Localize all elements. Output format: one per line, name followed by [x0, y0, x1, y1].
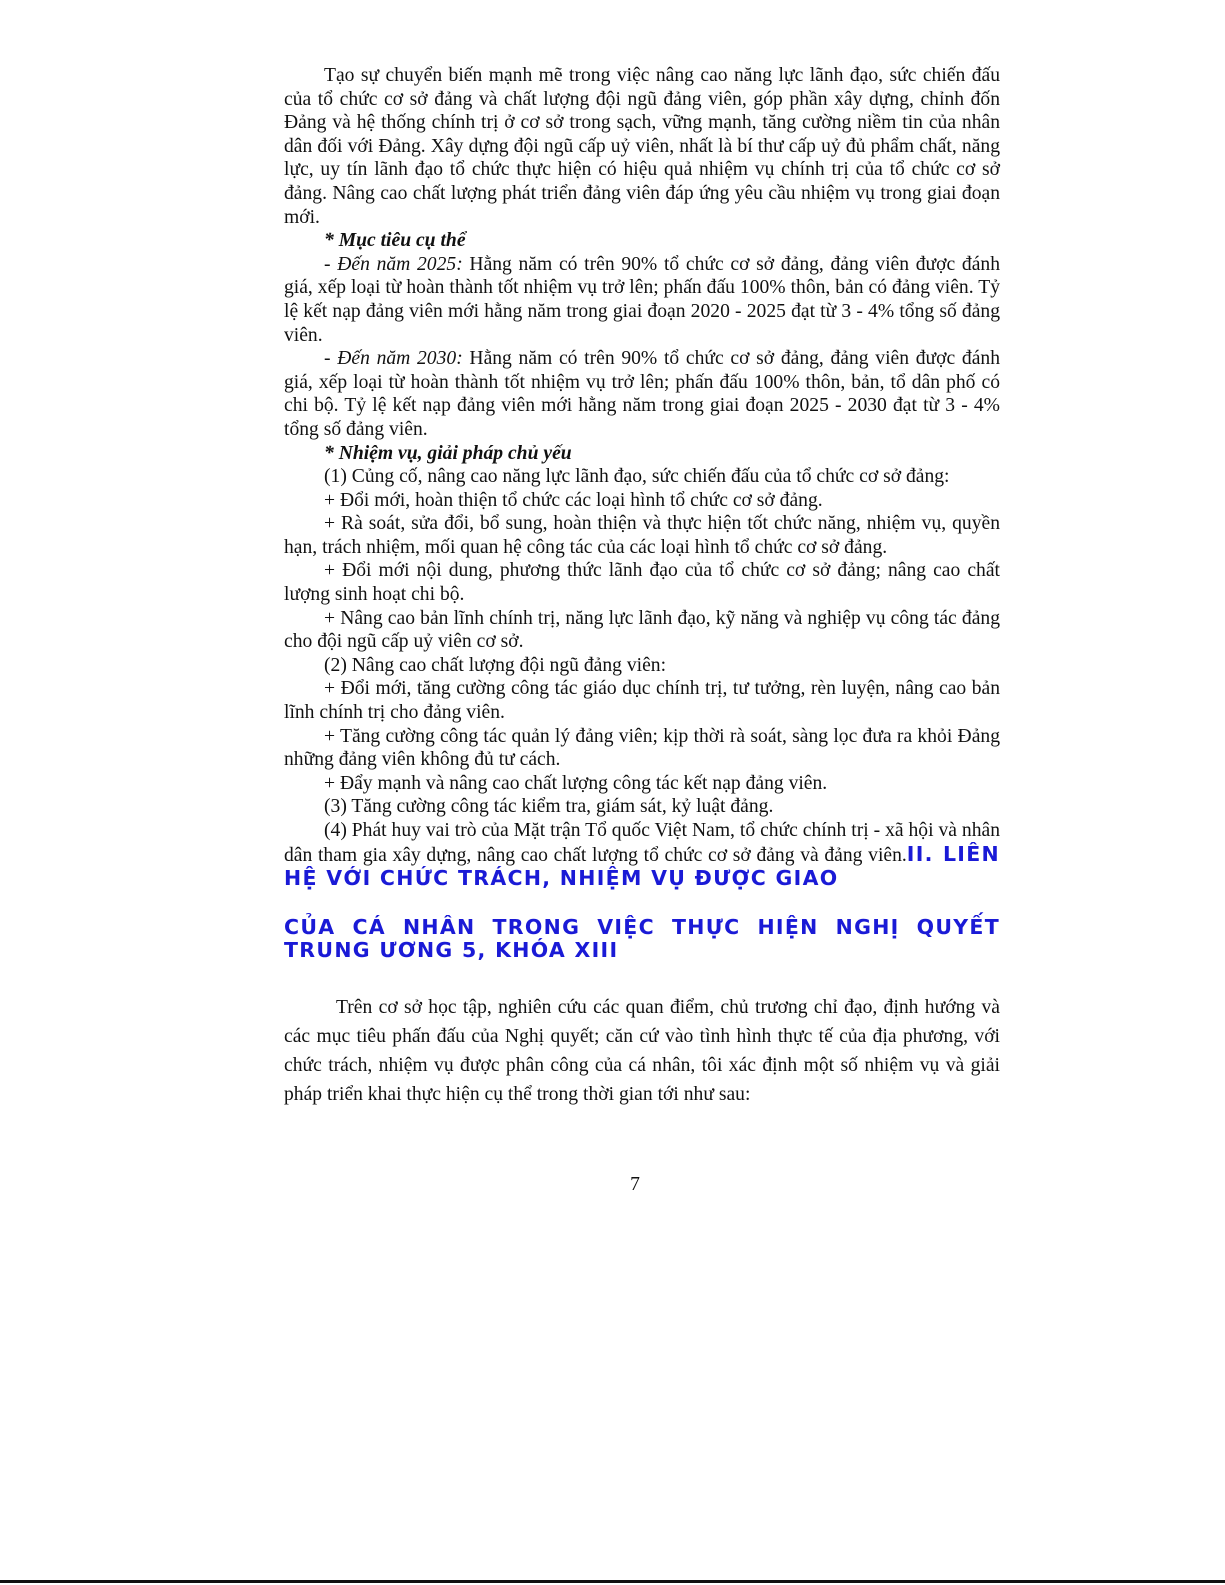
- task-item: (1) Củng cố, nâng cao năng lực lãnh đạo, sức chiến đấu của tổ chức cơ sở đảng:: [324, 466, 950, 488]
- target-2025-label: - Đến năm 2025:: [324, 253, 463, 275]
- task-item: + Nâng cao bản lĩnh chính trị, năng lực lãnh đạo, kỹ năng và nghiệp vụ công tác đảng cho đội ngũ cấp uỷ viên cơ sở.: [284, 607, 1000, 653]
- section-heading-line2: CỦA CÁ NHÂN TRONG VIỆC THỰC HIỆN NGHỊ QUYẾT TRUNG ƯƠNG 5, KHÓA XIII: [284, 914, 1000, 963]
- intro-paragraph: Tạo sự chuyển biến mạnh mẽ trong việc nâng cao năng lực lãnh đạo, sức chiến đấu của tổ chức cơ sở đảng và chất lượng đội ngũ đảng viên, góp phần xây dựng, chỉnh đốn Đảng và hệ thống chính trị ở cơ sở trong sạch, vững mạnh, tăng cường niềm tin của nhân dân đối với Đảng. Xây dựng đội ngũ cấp uỷ viên, nhất là bí thư cấp uỷ đủ phẩm chất, năng lực, uy tín lãnh đạo tổ chức thực hiện có hiệu quả nhiệm vụ chính trị của tổ chức cơ sở đảng. Nâng cao chất lượng phát triển đảng viên đáp ứng yêu cầu nhiệm vụ trong giai đoạn mới.: [284, 65, 1000, 228]
- task-item: + Đổi mới, tăng cường công tác giáo dục chính trị, tư tưởng, rèn luyện, nâng cao bản lĩnh chính trị cho đảng viên.: [284, 678, 1000, 724]
- target-2030-text: Hằng năm có trên 90% tổ chức cơ sở đảng, đảng viên được đánh giá, xếp loại từ hoàn thành tốt nhiệm vụ trở lên; phấn đấu 100% thôn, bản, tổ dân phố có chi bộ. Tỷ lệ kết nạp đảng viên mới hằng năm trong giai đoạn 2025 - 2030 đạt từ 3 - 4% tổng số đảng viên.: [284, 348, 1000, 440]
- task-item-4: (4) Phát huy vai trò của Mặt trận Tổ quốc Việt Nam, tổ chức chính trị - xã hội và nhân dân tham gia xây dựng, nâng cao chất lượng tổ chức cơ sở đảng và đảng viên.: [284, 820, 1000, 866]
- subhead-tasks: * Nhiệm vụ, giải pháp chủ yếu: [324, 442, 572, 464]
- section-heading-line1: II. LIÊN HỆ VỚI CHỨC TRÁCH, NHIỆM VỤ ĐƯỢC GIAO: [284, 841, 1000, 891]
- target-2030-label: - Đến năm 2030:: [324, 348, 463, 370]
- task-item: + Đổi mới, hoàn thiện tổ chức các loại hình tổ chức cơ sở đảng.: [324, 489, 823, 511]
- page-body: [284, 64, 1000, 1109]
- page-number: 7: [630, 1174, 640, 1195]
- closing-paragraph: Trên cơ sở học tập, nghiên cứu các quan điểm, chủ trương chỉ đạo, định hướng và các mục tiêu phấn đấu của Nghị quyết; căn cứ vào tình hình thực tế của địa phương, với chức trách, nhiệm vụ được phân công của cá nhân, tôi xác định một số nhiệm vụ và giải pháp triển khai thực hiện cụ thể trong thời gian tới như sau:: [284, 996, 1000, 1105]
- task-item: + Đẩy mạnh và nâng cao chất lượng công tác kết nạp đảng viên.: [324, 772, 828, 794]
- task-item: (3) Tăng cường công tác kiểm tra, giám sát, kỷ luật đảng.: [324, 796, 774, 818]
- task-item: + Rà soát, sửa đổi, bổ sung, hoàn thiện và thực hiện tốt chức năng, nhiệm vụ, quyền hạn, trách nhiệm, mối quan hệ công tác của các loại hình tổ chức cơ sở đảng.: [284, 513, 1000, 558]
- subhead-targets: * Mục tiêu cụ thể: [324, 230, 466, 252]
- task-item: + Tăng cường công tác quản lý đảng viên; kịp thời rà soát, sàng lọc đưa ra khỏi Đảng những đảng viên không đủ tư cách.: [284, 725, 1000, 771]
- target-2025-paragraph: [284, 253, 1000, 347]
- bottom-rule: [0, 1580, 1225, 1583]
- task-item-4-with-heading: [284, 819, 1000, 963]
- task-item: (2) Nâng cao chất lượng đội ngũ đảng viên:: [324, 654, 667, 676]
- target-2030-paragraph: [284, 347, 1000, 441]
- target-2025-text: Hằng năm có trên 90% tổ chức cơ sở đảng, đảng viên được đánh giá, xếp loại từ hoàn thành tốt nhiệm vụ trở lên; phấn đấu 100% thôn, bản có đảng viên. Tỷ lệ kết nạp đảng viên mới hằng năm trong giai đoạn 2020 - 2025 đạt từ 3 - 4% tổng số đảng viên.: [284, 253, 1000, 346]
- task-item: + Đổi mới nội dung, phương thức lãnh đạo của tổ chức cơ sở đảng; nâng cao chất lượng sinh hoạt chi bộ.: [284, 560, 1000, 606]
